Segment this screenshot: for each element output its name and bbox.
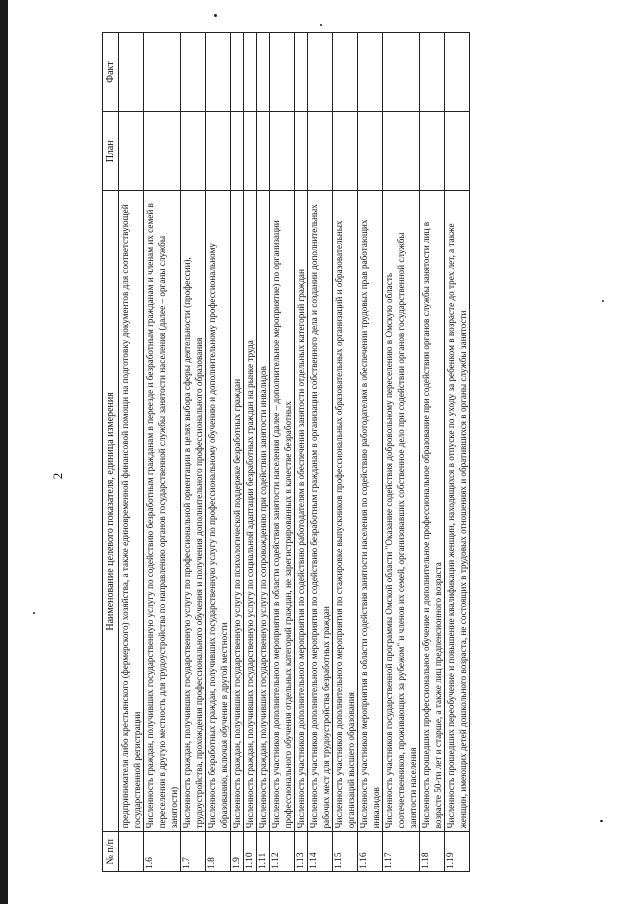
row-plan bbox=[295, 112, 308, 191]
row-fact bbox=[383, 33, 420, 112]
row-name: Численность участников государственной программы Омской области "Оказание содействия добровольному переселению в Омскую область соотечественников, проживающих за рубежом" и членов их семей, организовавших собственное дело при содействии органов государственной службы занятости населения bbox=[383, 191, 420, 832]
row-num: 1.16 bbox=[358, 832, 383, 872]
row-name: Численность граждан, получивших государственную услугу по сопровождению при содействии занятости инвалидов bbox=[257, 191, 270, 832]
row-num: 1.7 bbox=[181, 832, 206, 872]
row-num: 1.8 bbox=[206, 832, 231, 872]
row-plan bbox=[206, 112, 231, 191]
row-fact bbox=[181, 33, 206, 112]
row-name: предпринимателя либо крестьянского (фермерского) хозяйства, а также единовременной финансовой помощи на подготовку документов для соответствующей государственной регистрации bbox=[119, 191, 144, 832]
row-plan bbox=[144, 112, 181, 191]
row-num: 1.12 bbox=[270, 832, 295, 872]
row-fact bbox=[445, 33, 470, 112]
row-plan bbox=[308, 112, 333, 191]
row-name: Численность участников дополнительного мероприятия в области содействия занятости населения (далее – дополнительное мероприятие) по организации профессионального обучения отдельных категорий граждан, не зарегистрированных в качестве безработных bbox=[270, 191, 295, 832]
row-name: Численность граждан, получивших государственную услугу по профессиональной ориентации в целях выбора сферы деятельности (профессии), трудоустройства, прохождения профессионального обучения и получения дополнительного профессионального образования bbox=[181, 191, 206, 832]
scan-speck bbox=[214, 14, 217, 17]
table-row bbox=[181, 33, 206, 872]
row-num: 1.10 bbox=[244, 832, 257, 872]
row-name: Численность участников дополнительного мероприятия по содействию работодателям в обеспечении занятости отдельных категорий граждан bbox=[295, 191, 308, 832]
table-row bbox=[257, 33, 270, 872]
table-row bbox=[445, 33, 470, 872]
page-number: 2 bbox=[50, 472, 65, 480]
row-fact bbox=[257, 33, 270, 112]
table-row bbox=[333, 33, 358, 872]
row-fact bbox=[119, 33, 144, 112]
row-plan bbox=[383, 112, 420, 191]
header-fact: Факт bbox=[103, 33, 119, 112]
row-plan bbox=[333, 112, 358, 191]
table-row bbox=[270, 33, 295, 872]
table-row bbox=[420, 33, 445, 872]
row-fact bbox=[231, 33, 244, 112]
table-row bbox=[358, 33, 383, 872]
row-plan bbox=[270, 112, 295, 191]
row-fact bbox=[244, 33, 257, 112]
rotated-document bbox=[102, 32, 636, 872]
row-fact bbox=[206, 33, 231, 112]
row-fact bbox=[308, 33, 333, 112]
table-row bbox=[119, 33, 144, 872]
row-num: 1.13 bbox=[295, 832, 308, 872]
row-name: Численность участников мероприятия в области содействия занятости населения по содействию работодателям в обеспечении трудовых прав работающих инвалидов bbox=[358, 191, 383, 832]
header-num: № п/п bbox=[103, 832, 119, 872]
row-fact bbox=[270, 33, 295, 112]
table-row bbox=[295, 33, 308, 872]
row-fact bbox=[295, 33, 308, 112]
row-plan bbox=[181, 112, 206, 191]
row-plan bbox=[119, 112, 144, 191]
row-name: Численность граждан, получивших государственную услугу по содействию безработным гражданам в переезде и безработным гражданам и членам их семей в переселении в другую местность для трудоустройства по направлению органов государственной службы занятости населения (далее – органы службы занятости) bbox=[144, 191, 181, 832]
row-fact bbox=[333, 33, 358, 112]
row-name: Численность граждан, получивших государственную услугу по психологической поддержке безработных граждан bbox=[231, 191, 244, 832]
row-num: 1.9 bbox=[231, 832, 244, 872]
row-num: 1.18 bbox=[420, 832, 445, 872]
row-name: Численность участников дополнительного мероприятия по стажировке выпускников профессиональных образовательных организаций и образовательных организаций высшего образования bbox=[333, 191, 358, 832]
scan-speck bbox=[320, 24, 322, 26]
row-plan bbox=[420, 112, 445, 191]
row-fact bbox=[144, 33, 181, 112]
table-row bbox=[244, 33, 257, 872]
row-num: 1.17 bbox=[383, 832, 420, 872]
scan-edge-shadow bbox=[0, 0, 8, 904]
header-plan: План bbox=[103, 112, 119, 191]
table-row bbox=[144, 33, 181, 872]
row-num: 1.14 bbox=[308, 832, 333, 872]
table-row bbox=[308, 33, 333, 872]
row-num: 1.19 bbox=[445, 832, 470, 872]
row-fact bbox=[420, 33, 445, 112]
row-plan bbox=[445, 112, 470, 191]
row-plan bbox=[257, 112, 270, 191]
row-num bbox=[119, 832, 144, 872]
row-fact bbox=[358, 33, 383, 112]
header-name: Наименование целевого показателя, единица измерения bbox=[103, 191, 119, 832]
row-name: Численность граждан, получивших государственную услугу по социальной адаптации безработных граждан на рынке труда bbox=[244, 191, 257, 832]
row-num: 1.6 bbox=[144, 832, 181, 872]
table-row bbox=[383, 33, 420, 872]
scan-speck bbox=[33, 612, 35, 614]
row-num: 1.11 bbox=[257, 832, 270, 872]
row-name: Численность прошедших переобучение и повышение квалификации женщин, находящихся в отпуске по уходу за ребенком в возрасте до трех лет, а также женщин, имеющих детей дошкольного возраста, не состоящих в трудовых отношениях и обратившихся в органы службы занятости bbox=[445, 191, 470, 832]
row-name: Численность безработных граждан, получивших государственную услугу по профессиональному обучению и дополнительному профессиональному образованию, включая обучение в другой местности bbox=[206, 191, 231, 832]
table-row bbox=[231, 33, 244, 872]
indicator-table bbox=[102, 32, 470, 872]
table-header-row bbox=[103, 33, 119, 872]
table-row bbox=[206, 33, 231, 872]
row-plan bbox=[231, 112, 244, 191]
row-plan bbox=[358, 112, 383, 191]
row-plan bbox=[244, 112, 257, 191]
row-num: 1.15 bbox=[333, 832, 358, 872]
row-name: Численность участников дополнительного мероприятия по содействию безработным гражданам в организации собственного дела и создании дополнительных рабочих мест для трудоустройства безработных граждан bbox=[308, 191, 333, 832]
row-name: Численность прошедших профессиональное обучение и дополнительное профессиональное образование при содействии органов службы занятости лиц в возрасте 50-ти лет и старше, а также лиц предпенсионного возраста bbox=[420, 191, 445, 832]
